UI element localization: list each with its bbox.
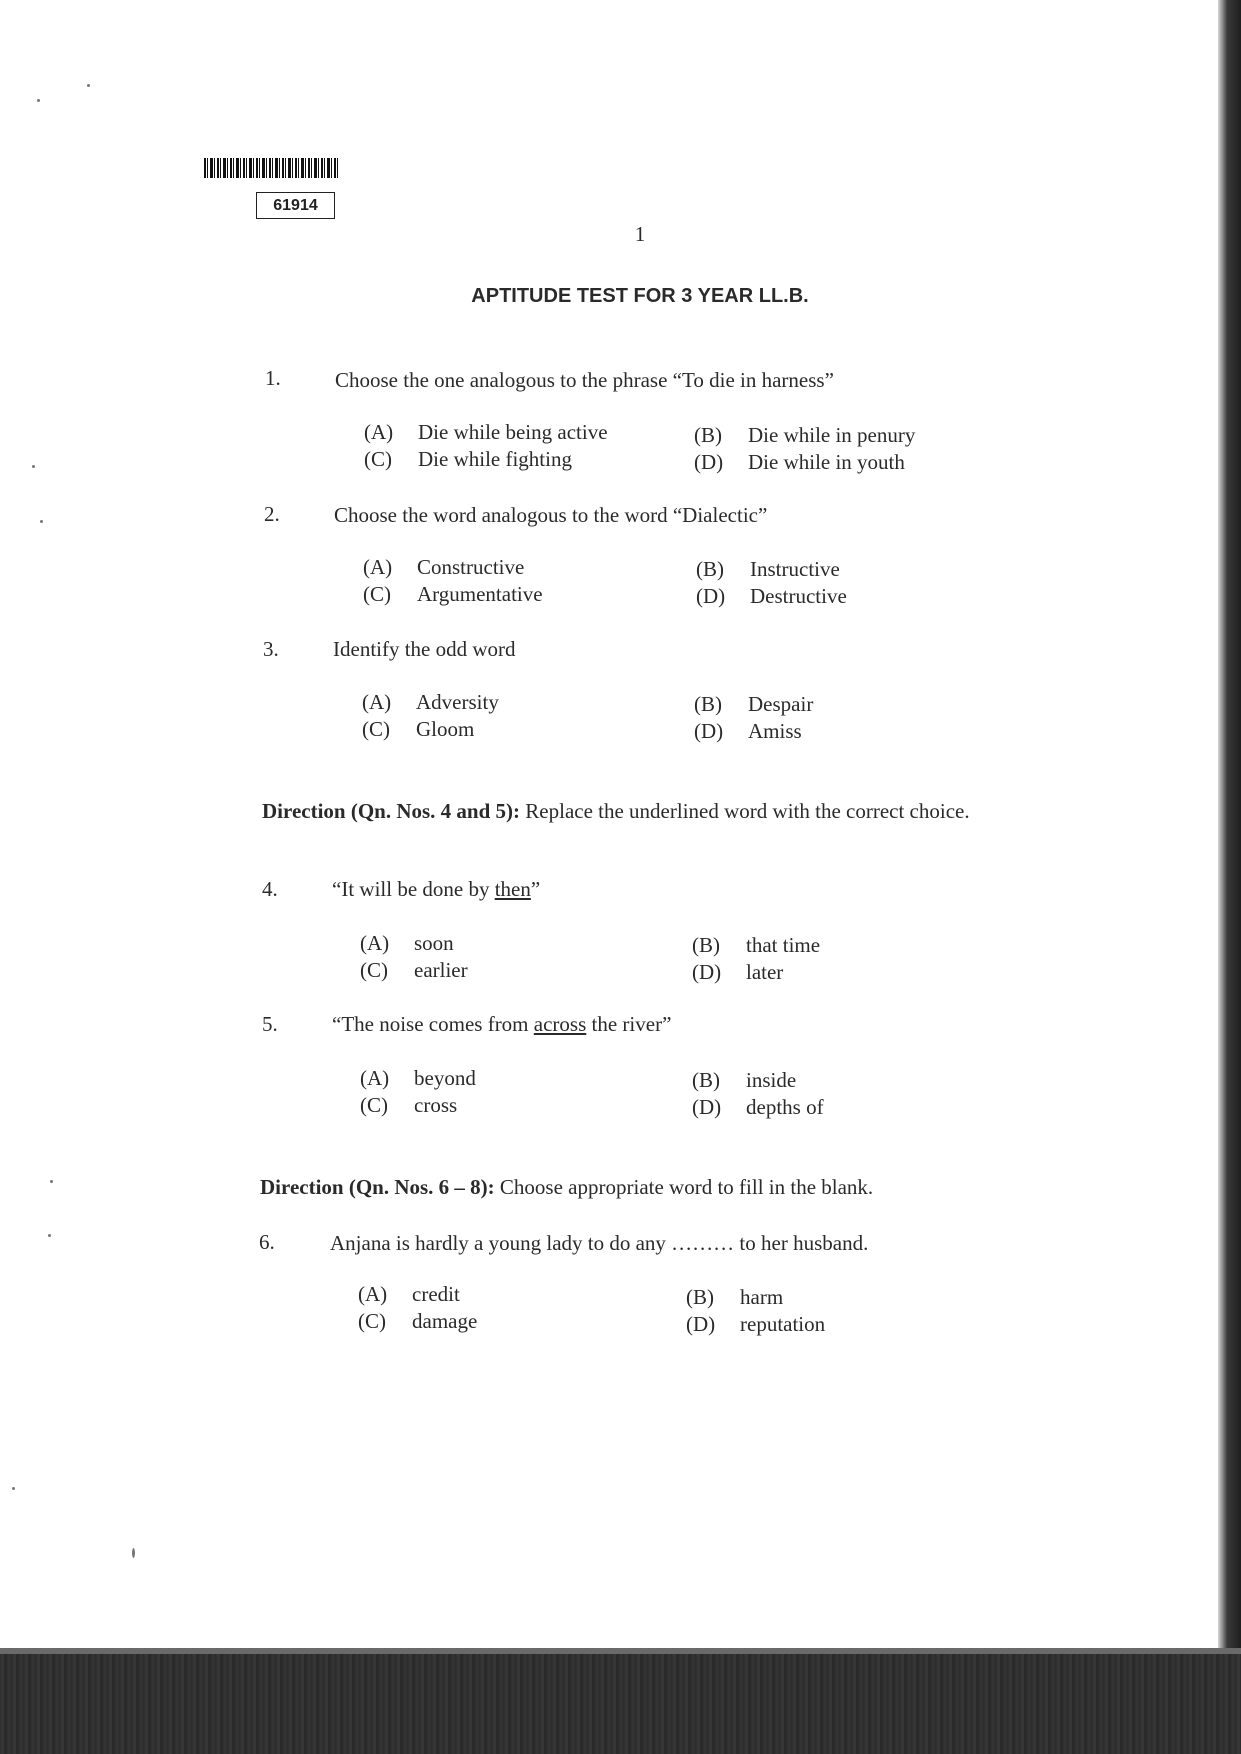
option-text: earlier xyxy=(414,958,468,982)
option-letter: (C) xyxy=(360,1093,388,1117)
question-text: Choose the one analogous to the phrase “To die in harness” xyxy=(335,368,834,392)
scan-speck xyxy=(32,465,35,468)
option-d xyxy=(694,719,802,744)
option-text: harm xyxy=(740,1285,784,1309)
scan-edge-bottom xyxy=(0,1648,1241,1754)
option-c xyxy=(363,582,543,607)
option-text: Die while fighting xyxy=(418,447,572,471)
question-text xyxy=(332,1012,671,1037)
scan-speck xyxy=(132,1548,135,1558)
option-letter: (A) xyxy=(358,1282,388,1306)
option-text: beyond xyxy=(414,1066,476,1090)
option-letter: (A) xyxy=(360,1066,390,1090)
option-text: reputation xyxy=(740,1312,826,1336)
option-letter: (C) xyxy=(358,1309,386,1333)
question-number: 4. xyxy=(262,877,278,901)
option-a xyxy=(362,690,499,715)
option-b xyxy=(686,1285,783,1310)
question-number: 5. xyxy=(262,1012,278,1036)
option-d xyxy=(686,1312,825,1337)
paper-code: 61914 xyxy=(256,192,335,219)
scan-speck xyxy=(87,84,90,87)
option-letter: (C) xyxy=(362,717,390,741)
option-text: Gloom xyxy=(416,717,475,741)
question-number: 2. xyxy=(264,502,280,526)
direction-text: Choose appropriate word to fill in the blank. xyxy=(494,1175,874,1199)
scan-speck xyxy=(48,1234,51,1237)
question-text-part: the river” xyxy=(586,1012,672,1036)
option-text: later xyxy=(746,960,784,984)
option-text: Amiss xyxy=(748,719,802,743)
question-text: Identify the odd word xyxy=(333,637,516,661)
question-number: 6. xyxy=(259,1230,275,1254)
option-text: Argumentative xyxy=(417,582,543,606)
scan-speck xyxy=(37,99,40,102)
scan-speck xyxy=(50,1180,53,1183)
option-a xyxy=(360,1066,476,1091)
option-a xyxy=(360,931,454,956)
option-a xyxy=(363,555,524,580)
option-d xyxy=(694,450,905,475)
scan-speck xyxy=(12,1487,15,1490)
option-text: soon xyxy=(414,931,454,955)
question-text-part: “The noise comes from xyxy=(332,1012,534,1036)
option-c xyxy=(358,1309,477,1334)
option-text: Die while in penury xyxy=(748,423,916,447)
option-letter: (C) xyxy=(363,582,391,606)
option-letter: (B) xyxy=(694,423,722,447)
option-b xyxy=(694,692,813,717)
question-text-part: ” xyxy=(530,877,541,901)
option-letter: (A) xyxy=(363,555,393,579)
question-number: 3. xyxy=(263,637,279,661)
scan-speck xyxy=(40,520,43,523)
question-text xyxy=(332,877,540,902)
direction-text: Replace the underlined word with the correct choice. xyxy=(520,799,970,823)
direction-instruction xyxy=(262,800,1022,823)
direction-label: Direction (Qn. Nos. 4 and 5): xyxy=(262,799,521,823)
option-c xyxy=(360,1093,457,1118)
option-letter: (A) xyxy=(362,690,392,714)
option-text: Adversity xyxy=(416,690,499,714)
option-letter: (B) xyxy=(692,1068,720,1092)
option-text: depths of xyxy=(746,1095,824,1119)
option-text: inside xyxy=(746,1068,797,1092)
option-a xyxy=(364,420,608,445)
option-letter: (D) xyxy=(692,960,722,984)
option-letter: (D) xyxy=(686,1312,716,1336)
question-number: 1. xyxy=(265,366,281,390)
option-letter: (C) xyxy=(360,958,388,982)
scan-edge-right xyxy=(1218,0,1241,1754)
option-text: that time xyxy=(746,933,821,957)
option-letter: (A) xyxy=(364,420,394,444)
option-letter: (B) xyxy=(694,692,722,716)
option-text: credit xyxy=(412,1282,460,1306)
option-text: damage xyxy=(412,1309,478,1333)
option-letter: (D) xyxy=(696,584,726,608)
option-text: Destructive xyxy=(750,584,847,608)
option-c xyxy=(362,717,474,742)
option-d xyxy=(692,960,783,985)
page-number: 1 xyxy=(634,222,646,246)
option-text: Instructive xyxy=(750,557,840,581)
option-c xyxy=(360,958,468,983)
option-letter: (B) xyxy=(692,933,720,957)
option-b xyxy=(692,933,820,958)
option-text: Die while in youth xyxy=(748,450,905,474)
option-letter: (D) xyxy=(692,1095,722,1119)
option-b xyxy=(696,557,840,582)
question-text: Choose the word analogous to the word “Dialectic” xyxy=(334,503,768,527)
barcode xyxy=(204,158,338,178)
question-text-part: “It will be done by xyxy=(332,877,495,901)
option-text: Constructive xyxy=(417,555,525,579)
option-letter: (D) xyxy=(694,450,724,474)
option-b xyxy=(692,1068,796,1093)
option-letter: (A) xyxy=(360,931,390,955)
option-d xyxy=(696,584,847,609)
question-text: Anjana is hardly a young lady to do any ……… to her husband. xyxy=(330,1231,869,1255)
page-title: APTITUDE TEST FOR 3 YEAR LL.B. xyxy=(471,285,809,307)
direction-instruction xyxy=(260,1176,1020,1199)
underlined-word: across xyxy=(533,1012,587,1036)
direction-label: Direction (Qn. Nos. 6 – 8): xyxy=(260,1175,495,1199)
option-text: cross xyxy=(414,1093,458,1117)
option-letter: (B) xyxy=(686,1285,714,1309)
option-text: Die while being active xyxy=(418,420,608,444)
option-text: Despair xyxy=(748,692,814,716)
option-d xyxy=(692,1095,824,1120)
option-b xyxy=(694,423,915,448)
option-c xyxy=(364,447,572,472)
underlined-word: then xyxy=(494,877,531,901)
option-letter: (B) xyxy=(696,557,724,581)
option-letter: (C) xyxy=(364,447,392,471)
option-a xyxy=(358,1282,460,1307)
option-letter: (D) xyxy=(694,719,724,743)
